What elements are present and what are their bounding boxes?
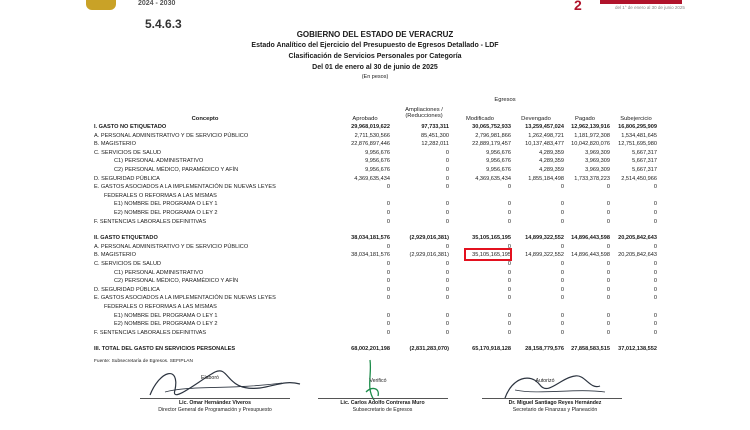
cell-aprobado: 0 xyxy=(386,201,390,208)
cell-modificado: 0 xyxy=(507,286,511,293)
cell-ampliaciones: 0 xyxy=(445,278,449,285)
sig1-line xyxy=(140,398,290,399)
cell-aprobado: 0 xyxy=(386,184,390,191)
row-label: C. SERVICIOS DE SALUD xyxy=(94,261,162,267)
row-label: III. TOTAL DEL GASTO EN SERVICIOS PERSONALES xyxy=(94,346,236,353)
cell-subejercicio: 0 xyxy=(653,278,657,285)
cell-subejercicio: 0 xyxy=(653,243,657,250)
row-label: E2) NOMBRE DEL PROGRAMA O LEY 2 xyxy=(114,210,218,216)
cell-ampliaciones: 85,451,300 xyxy=(421,132,449,139)
cell-devengado: 0 xyxy=(560,261,564,267)
row-label: B. MAGISTERIO xyxy=(94,141,136,148)
cell-ampliaciones: 0 xyxy=(445,269,449,276)
cell-modificado: 65,170,918,128 xyxy=(472,346,511,353)
cell-ampliaciones: 0 xyxy=(445,321,449,328)
sig3-line xyxy=(482,398,622,399)
report-period: Del 01 de enero al 30 de junio de 2025 xyxy=(312,64,438,71)
cell-devengado: 28,158,779,576 xyxy=(525,346,564,353)
cell-aprobado: 0 xyxy=(386,243,390,250)
cell-ampliaciones: 0 xyxy=(445,295,449,302)
col-header-concepto: Concepto xyxy=(191,116,219,122)
cell-modificado: 0 xyxy=(507,312,511,319)
cell-devengado: 0 xyxy=(560,286,564,293)
cell-subejercicio: 0 xyxy=(653,321,657,328)
report-subtitle: Clasificación de Servicios Personales por Categoría xyxy=(288,53,462,60)
cell-devengado: 1,262,498,721 xyxy=(528,132,564,139)
cell-devengado: 14,899,322,552 xyxy=(525,235,564,242)
cell-aprobado: 0 xyxy=(386,269,390,276)
cell-aprobado: 0 xyxy=(386,210,390,216)
col-header-modificado: Modificado xyxy=(465,116,495,122)
top-banner xyxy=(0,0,750,12)
cell-devengado: 0 xyxy=(560,210,564,216)
row-label: FEDERALES O REFORMAS A LAS MISMAS xyxy=(104,304,217,310)
government-title: GOBIERNO DEL ESTADO DE VERACRUZ xyxy=(296,30,454,39)
cell-devengado: 14,899,322,552 xyxy=(525,252,564,259)
cell-modificado: 0 xyxy=(507,261,511,267)
cell-devengado: 0 xyxy=(560,218,564,225)
cell-subejercicio: 0 xyxy=(653,312,657,319)
cell-modificado: 9,956,676 xyxy=(486,167,511,173)
cell-aprobado: 9,956,676 xyxy=(365,167,390,173)
cell-modificado: 0 xyxy=(507,329,511,336)
row-label: D. SEGURIDAD PÚBLICA xyxy=(94,286,160,293)
cell-subejercicio: 0 xyxy=(653,184,657,191)
cell-subejercicio: 0 xyxy=(653,261,657,267)
cell-subejercicio: 20,205,842,643 xyxy=(618,252,657,259)
cell-pagado: 3,969,309 xyxy=(585,149,610,156)
cell-ampliaciones: (2,929,016,381) xyxy=(409,252,449,259)
cell-aprobado: 4,369,635,434 xyxy=(354,175,390,182)
cell-subejercicio: 0 xyxy=(653,201,657,208)
cell-subejercicio: 0 xyxy=(653,286,657,293)
cell-modificado: 22,889,179,457 xyxy=(472,141,511,148)
row-label: A. PERSONAL ADMINISTRATIVO Y DE SERVICIO PÚBLICO xyxy=(94,132,249,139)
cell-modificado: 9,956,676 xyxy=(486,149,511,156)
cell-modificado: 0 xyxy=(507,243,511,250)
cell-aprobado: 0 xyxy=(386,286,390,293)
sig1-title: Director General de Programación y Presupuesto xyxy=(158,407,272,413)
cell-devengado: 0 xyxy=(560,184,564,191)
row-label: C2) PERSONAL MÉDICO, PARAMÉDICO Y AFÍN xyxy=(114,167,239,173)
cell-subejercicio: 0 xyxy=(653,329,657,336)
row-label: C1) PERSONAL ADMINISTRATIVO xyxy=(114,269,204,276)
section-number: 5.4.6.3 xyxy=(145,17,182,31)
cell-aprobado: 0 xyxy=(386,295,390,302)
brand-mark-icon: 2 xyxy=(574,0,582,13)
col-header-subejercicio: Subejercicio xyxy=(620,116,652,122)
cell-ampliaciones: (2,929,016,381) xyxy=(409,235,449,242)
cell-modificado: 0 xyxy=(507,278,511,285)
cell-ampliaciones: 0 xyxy=(445,261,449,267)
cell-subejercicio: 5,667,317 xyxy=(632,149,657,156)
row-label: B. MAGISTERIO xyxy=(94,252,136,259)
cell-devengado: 4,289,359 xyxy=(539,149,564,156)
row-label: E. GASTOS ASOCIADOS A LA IMPLEMENTACIÓN DE NUEVAS LEYES xyxy=(94,295,276,302)
row-label: E. GASTOS ASOCIADOS A LA IMPLEMENTACIÓN DE NUEVAS LEYES xyxy=(94,184,276,191)
row-label: C2) PERSONAL MÉDICO, PARAMÉDICO Y AFÍN xyxy=(114,278,239,285)
cell-devengado: 0 xyxy=(560,329,564,336)
cell-pagado: 0 xyxy=(606,321,610,328)
sig2-role: Verificó xyxy=(369,378,387,384)
sig3-title: Secretario de Finanzas y Planeación xyxy=(512,407,598,413)
cell-pagado: 3,969,309 xyxy=(585,158,610,165)
cell-ampliaciones: 0 xyxy=(445,210,449,216)
cell-subejercicio: 37,012,138,552 xyxy=(618,346,657,353)
cell-pagado: 12,962,139,916 xyxy=(571,124,610,130)
cell-pagado: 1,733,378,223 xyxy=(574,175,610,182)
government-seal-logo xyxy=(86,0,116,10)
cell-pagado: 27,858,583,515 xyxy=(571,346,610,353)
row-label: E1) NOMBRE DEL PROGRAMA O LEY 1 xyxy=(114,201,218,208)
period-note: del 1° de enero al 30 de junio 2025 xyxy=(615,5,685,10)
cell-modificado: 0 xyxy=(507,269,511,276)
cell-subejercicio: 12,751,695,980 xyxy=(618,141,657,148)
row-label: D. SEGURIDAD PÚBLICA xyxy=(94,175,160,182)
sig3-role: Autorizó xyxy=(535,378,555,384)
cell-ampliaciones: 0 xyxy=(445,149,449,156)
cell-aprobado: 0 xyxy=(386,329,390,336)
cell-aprobado: 9,956,676 xyxy=(365,158,390,165)
cell-devengado: 1,855,184,498 xyxy=(528,175,564,182)
cell-devengado: 0 xyxy=(560,269,564,276)
cell-ampliaciones: 0 xyxy=(445,286,449,293)
row-label: F. SENTENCIAS LABORALES DEFINITIVAS xyxy=(94,218,207,225)
cell-ampliaciones: 0 xyxy=(445,201,449,208)
cell-devengado: 0 xyxy=(560,201,564,208)
cell-pagado: 0 xyxy=(606,295,610,302)
cell-ampliaciones: 0 xyxy=(445,167,449,173)
cell-pagado: 0 xyxy=(606,278,610,285)
cell-devengado: 4,289,359 xyxy=(539,158,564,165)
cell-devengado: 10,137,483,477 xyxy=(525,141,564,148)
sig1-role: Elaboró xyxy=(201,375,219,381)
cell-ampliaciones: 0 xyxy=(445,243,449,250)
brand-bar xyxy=(600,0,682,4)
cell-ampliaciones: 97,733,311 xyxy=(421,124,449,130)
cell-pagado: 0 xyxy=(606,269,610,276)
cell-devengado: 4,289,359 xyxy=(539,167,564,173)
cell-subejercicio: 1,534,481,645 xyxy=(621,132,657,139)
row-label: I. GASTO NO ETIQUETADO xyxy=(94,124,167,130)
cell-aprobado: 0 xyxy=(386,321,390,328)
cell-modificado: 35,105,165,195 xyxy=(472,235,511,242)
col-header-devengado: Devengado xyxy=(521,116,551,122)
row-label: FEDERALES O REFORMAS A LAS MISMAS xyxy=(104,192,217,199)
row-label: F. SENTENCIAS LABORALES DEFINITIVAS xyxy=(94,329,207,336)
cell-ampliaciones: 12,282,011 xyxy=(421,141,449,148)
cell-pagado: 14,896,443,598 xyxy=(571,252,610,259)
cell-pagado: 0 xyxy=(606,210,610,216)
cell-modificado: 0 xyxy=(507,184,511,191)
cell-modificado: 0 xyxy=(507,321,511,328)
cell-subejercicio: 20,205,842,643 xyxy=(618,235,657,242)
source-note: Fuente: Subsecretaría de Egresos. SEFIPLAN xyxy=(94,359,193,364)
sig1-name: Lic. Omar Hernández Viveros xyxy=(179,400,251,406)
row-label: II. GASTO ETIQUETADO xyxy=(94,235,158,242)
cell-devengado: 0 xyxy=(560,243,564,250)
cell-devengado: 13,259,457,024 xyxy=(525,124,564,130)
cell-pagado: 0 xyxy=(606,201,610,208)
cell-subejercicio: 0 xyxy=(653,218,657,225)
cell-modificado: 0 xyxy=(507,295,511,302)
cell-ampliaciones: 0 xyxy=(445,175,449,182)
cell-aprobado: 9,956,676 xyxy=(365,149,390,156)
cell-subejercicio: 5,667,317 xyxy=(632,167,657,173)
col-header-pagado: Pagado xyxy=(575,116,595,122)
cell-pagado: 0 xyxy=(606,286,610,293)
cell-ampliaciones: 0 xyxy=(445,184,449,191)
cell-pagado: 0 xyxy=(606,184,610,191)
cell-modificado: 35,105,165,195 xyxy=(472,252,511,259)
sig2-title: Subsecretario de Egresos xyxy=(352,407,413,413)
cell-aprobado: 0 xyxy=(386,218,390,225)
cell-aprobado: 22,876,897,446 xyxy=(351,141,390,148)
sig2-line xyxy=(318,398,448,399)
cell-modificado: 30,065,752,933 xyxy=(472,124,511,130)
cell-devengado: 0 xyxy=(560,278,564,285)
units-note: (En pesos) xyxy=(361,74,389,80)
cell-modificado: 2,796,981,866 xyxy=(475,132,511,139)
cell-subejercicio: 0 xyxy=(653,269,657,276)
cell-modificado: 4,369,635,434 xyxy=(475,175,511,182)
cell-pagado: 0 xyxy=(606,243,610,250)
cell-ampliaciones: 0 xyxy=(445,218,449,225)
col-header-ampliaciones: Ampliaciones / (Reducciones) xyxy=(405,107,443,119)
cell-modificado: 0 xyxy=(507,210,511,216)
cell-aprobado: 0 xyxy=(386,261,390,267)
cell-ampliaciones: 0 xyxy=(445,312,449,319)
cell-subejercicio: 5,667,317 xyxy=(632,158,657,165)
cell-aprobado: 2,711,530,566 xyxy=(354,132,390,139)
highlighted-cell-marker xyxy=(464,248,512,261)
col-header-aprobado: Aprobado xyxy=(352,116,378,122)
cell-pagado: 0 xyxy=(606,329,610,336)
row-label: E2) NOMBRE DEL PROGRAMA O LEY 2 xyxy=(114,321,218,328)
cell-ampliaciones: 0 xyxy=(445,329,449,336)
administration-years: 2024 - 2030 xyxy=(138,0,176,7)
cell-subejercicio: 16,806,295,909 xyxy=(618,124,657,130)
cell-modificado: 9,956,676 xyxy=(486,158,511,165)
cell-devengado: 0 xyxy=(560,295,564,302)
cell-aprobado: 0 xyxy=(386,278,390,285)
cell-pagado: 0 xyxy=(606,312,610,319)
cell-devengado: 0 xyxy=(560,321,564,328)
cell-modificado: 0 xyxy=(507,201,511,208)
row-label: C1) PERSONAL ADMINISTRATIVO xyxy=(114,158,204,165)
cell-aprobado: 38,034,181,576 xyxy=(351,235,390,242)
cell-modificado: 0 xyxy=(507,218,511,225)
report-title: Estado Analítico del Ejercicio del Presupuesto de Egresos Detallado - LDF xyxy=(251,42,499,49)
cell-pagado: 0 xyxy=(606,261,610,267)
cell-pagado: 0 xyxy=(606,218,610,225)
cell-aprobado: 0 xyxy=(386,312,390,319)
cell-subejercicio: 2,514,450,966 xyxy=(621,175,657,182)
cell-devengado: 0 xyxy=(560,312,564,319)
cell-ampliaciones: 0 xyxy=(445,158,449,165)
cell-subejercicio: 0 xyxy=(653,210,657,216)
cell-subejercicio: 0 xyxy=(653,295,657,302)
cell-aprobado: 29,968,019,622 xyxy=(351,124,390,130)
row-label: C. SERVICIOS DE SALUD xyxy=(94,149,162,156)
sig3-name: Dr. Miguel Santiago Reyes Hernández xyxy=(508,400,602,406)
cell-pagado: 14,896,443,598 xyxy=(571,235,610,242)
sig2-name: Lic. Carlos Adolfo Contreras Muro xyxy=(340,400,425,406)
row-label: A. PERSONAL ADMINISTRATIVO Y DE SERVICIO PÚBLICO xyxy=(94,243,249,250)
cell-pagado: 3,969,309 xyxy=(585,167,610,173)
egresos-group-header: Egresos xyxy=(494,97,516,103)
cell-ampliaciones: (2,831,283,070) xyxy=(409,346,449,353)
cell-aprobado: 68,002,201,198 xyxy=(351,346,390,353)
row-label: E1) NOMBRE DEL PROGRAMA O LEY 1 xyxy=(114,312,218,319)
cell-pagado: 1,181,972,308 xyxy=(574,132,610,139)
cell-aprobado: 38,034,181,576 xyxy=(351,252,390,259)
cell-pagado: 10,042,820,076 xyxy=(571,141,610,148)
